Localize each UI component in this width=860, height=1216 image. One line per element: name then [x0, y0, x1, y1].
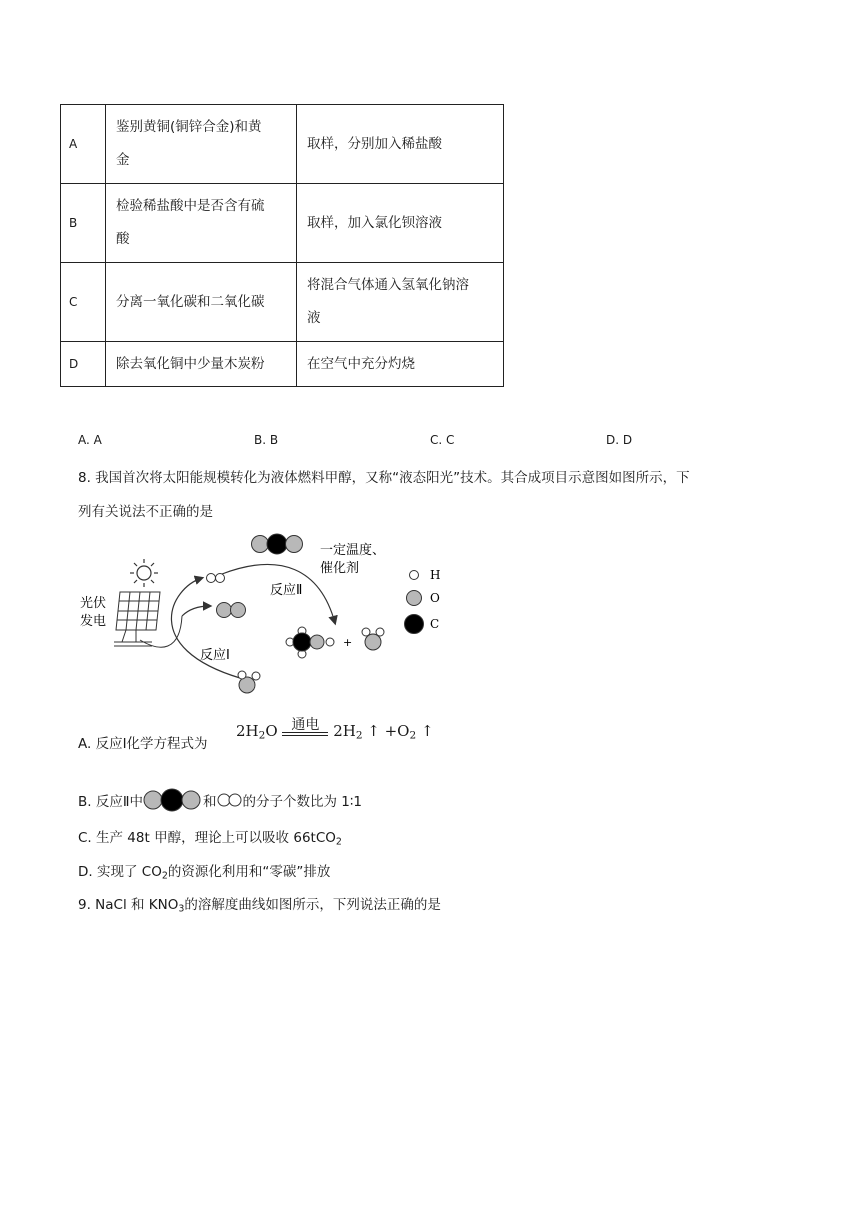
q9-stem [78, 893, 441, 914]
method-line: 取样，加入氯化钡溶液 [307, 214, 442, 231]
table-row [61, 184, 504, 263]
reaction2-label: 反应Ⅱ [270, 583, 303, 598]
h2-molecule-icon [217, 792, 243, 808]
choice-a: A. A [78, 433, 102, 447]
row-key: C [61, 263, 106, 342]
q8-stem-line2: 列有关说法不正确的是 [78, 504, 213, 520]
purpose-line: 分离一氧化碳和二氧化碳 [116, 293, 265, 310]
option-b-prefix: B. 反应Ⅱ中 [78, 794, 143, 810]
reaction1-arrow-h2 [171, 578, 240, 678]
condition-text: 通电 [291, 717, 320, 733]
legend [405, 568, 441, 634]
row-purpose [106, 342, 297, 387]
option-b-mid: 和 [203, 794, 217, 810]
row-method [297, 105, 504, 184]
purpose-line: 鉴别黄铜(铜锌合金)和黄 [116, 119, 262, 135]
q8-option-b [78, 788, 362, 812]
purpose-line: 检验稀盐酸中是否含有硫 [116, 198, 265, 214]
option-c-text: C. 生产 48t 甲醇，理论上可以吸收 66tCO [78, 830, 336, 846]
row-key: D [61, 342, 106, 387]
q9-pre: 9. NaCl 和 KNO [78, 897, 179, 913]
option-d-post: 的资源化利用和“零碳”排放 [167, 864, 331, 880]
method-line: 在空气中充分灼烧 [307, 355, 415, 372]
choice-c: C. C [430, 433, 455, 447]
row-method [297, 263, 504, 342]
row-method [297, 184, 504, 263]
condition-line1: 一定温度、 [320, 543, 386, 558]
option-a-prefix: A. 反应Ⅰ化学方程式为 [78, 736, 208, 752]
options-table [60, 104, 504, 387]
q9-post: 的溶解度曲线如图所示，下列说法正确的是 [184, 897, 441, 913]
choice-d: D. D [606, 433, 633, 447]
legend-c-label: C [430, 617, 440, 631]
option-d-sub: 2 [161, 870, 168, 882]
purpose-line: 除去氧化铜中少量木炭粉 [116, 355, 265, 372]
reaction1-label: 反应Ⅰ [200, 648, 230, 663]
synthesis-diagram [70, 528, 470, 700]
legend-c-icon [405, 615, 424, 634]
condition-line2: 催化剂 [320, 561, 360, 576]
q8-option-c [78, 826, 342, 847]
table-row [61, 105, 504, 184]
legend-o-icon [407, 591, 422, 606]
q8-option-d [78, 860, 330, 881]
table-row [61, 342, 504, 387]
option-c-sub: 2 [335, 836, 342, 848]
purpose-line: 酸 [116, 231, 130, 247]
sun-icon [130, 559, 158, 587]
row-key: B [61, 184, 106, 263]
q8-stem-line1: 8. 我国首次将太阳能规模转化为液体燃料甲醇，又称“液态阳光”技术。其合成项目示意图如图所示，下 [78, 470, 690, 486]
reaction1-arrow-o2 [182, 606, 210, 616]
q9-sub: 3 [178, 903, 185, 915]
option-b-suffix: 的分子个数比为 1∶1 [242, 794, 362, 810]
row-purpose [106, 105, 297, 184]
water-product-icon [362, 628, 384, 650]
option-d-pre: D. 实现了 CO [78, 864, 162, 880]
plus-sign: + [343, 636, 353, 649]
legend-o-label: O [430, 591, 440, 605]
o2-molecule-icon [217, 603, 246, 618]
row-purpose [106, 263, 297, 342]
table-row [61, 263, 504, 342]
co2-molecule-icon [252, 534, 303, 554]
q8-option-a [78, 732, 208, 752]
co2-molecule-icon [143, 788, 203, 812]
solar-panel-icon [114, 592, 160, 646]
row-purpose [106, 184, 297, 263]
h2-molecule-icon [207, 574, 225, 583]
choice-b: B. B [254, 433, 279, 447]
method-line: 将混合气体通入氢氧化钠溶 [307, 277, 469, 293]
row-key: A [61, 105, 106, 184]
pv-label-2: 发电 [80, 614, 107, 629]
legend-h-icon [410, 571, 419, 580]
method-line: 取样，分别加入稀盐酸 [307, 135, 442, 152]
water-molecule-icon [238, 671, 260, 693]
method-line: 液 [307, 310, 321, 326]
legend-h-label: H [430, 568, 441, 582]
pv-label-1: 光伏 [80, 596, 107, 611]
purpose-line: 金 [116, 152, 130, 168]
methanol-molecule-icon [286, 627, 334, 658]
row-method [297, 342, 504, 387]
electrolysis-equation: $2H_2O$ 通电 $2H_2$ ↑ $+O_2$ ↑ [236, 716, 434, 742]
